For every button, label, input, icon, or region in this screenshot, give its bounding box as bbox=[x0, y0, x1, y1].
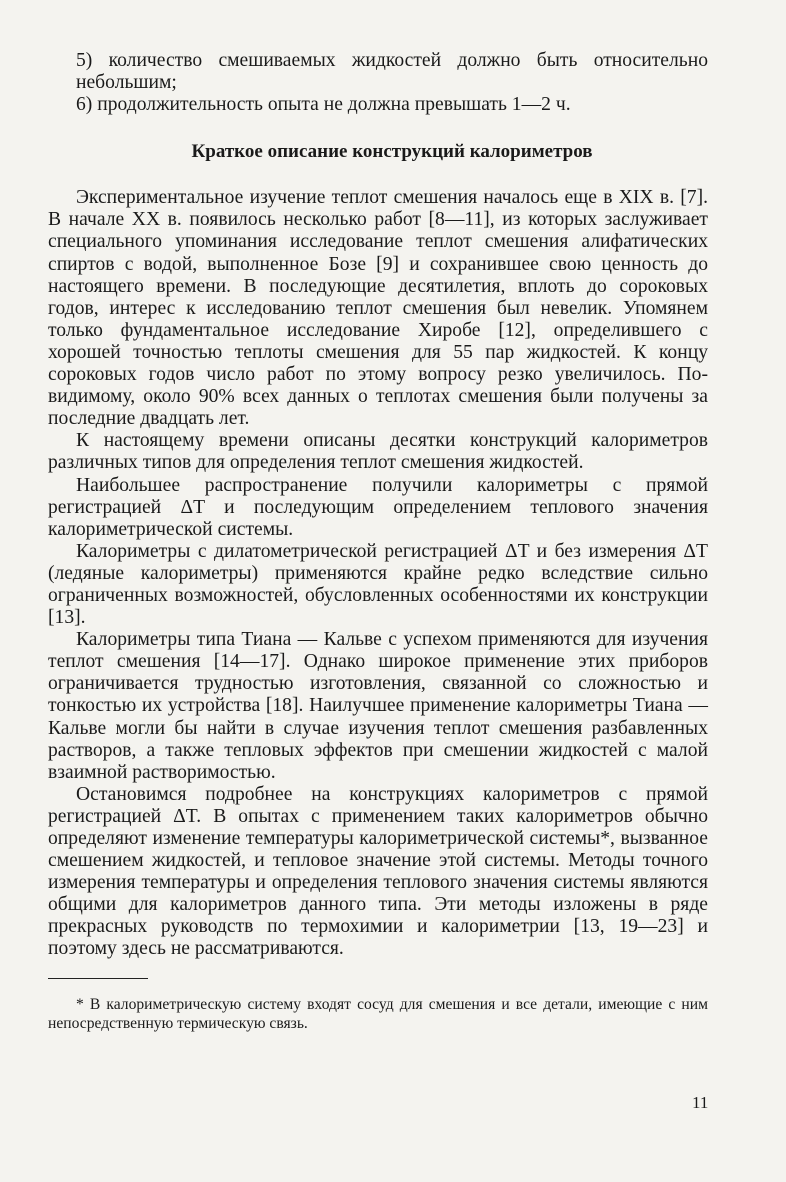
body-text bbox=[48, 187, 708, 960]
list-item-5: 5) количество смешиваемых жидкостей должно быть относительно небольшим; bbox=[76, 50, 708, 94]
paragraph: Наибольшее распространение получили калориметры с прямой регистрацией ΔT и последующим определением теплового значения калориметрической системы. bbox=[48, 474, 708, 540]
footnote-divider bbox=[48, 978, 148, 979]
page-content bbox=[48, 50, 708, 1033]
paragraph: К настоящему времени описаны десятки конструкций калориметров различных типов для определения теплот смешения жидкостей. bbox=[48, 430, 708, 474]
footnote: * В калориметрическую систему входят сосуд для смешения и все детали, имеющие с ним непосредственную термическую связь. bbox=[48, 995, 708, 1032]
paragraph: Калориметры с дилатометрической регистрацией ΔT и без измерения ΔT (ледяные калориметры) применяются крайне редко вследствие сильно ограниченных возможностей, обусловленных особенностями их конструкции [13]. bbox=[48, 540, 708, 629]
paragraph: Остановимся подробнее на конструкциях калориметров с прямой регистрацией ΔT. В опытах с применением таких калориметров обычно определяют изменение температуры калориметрической системы*, вызванное смешением жидкостей, и тепловое значение этой системы. Методы точного измерения температуры и определения теплового значения системы являются общими для калориметров данного типа. Эти методы изложены в ряде прекрасных руководств по термохимии и калориметрии [13, 19—23] и поэтому здесь не рассматриваются. bbox=[48, 783, 708, 960]
page-number: 11 bbox=[692, 1093, 709, 1112]
section-heading: Краткое описание конструкций калориметров bbox=[191, 141, 593, 163]
paragraph: Экспериментальное изучение теплот смешения началось еще в XIX в. [7]. В начале XX в. появилось несколько работ [8—11], из которых заслуживает специального упоминания исследование теплот смешения алифатических спиртов с водой, выполненное Бозе [9] и сохранившее свою ценность до настоящего времени. В последующие десятилетия, вплоть до сороковых годов, интерес к исследованию теплот смешения был невелик. Упомянем только фундаментальное исследование Хиробе [12], определившего с хорошей точностью теплоты смешения для 55 пар жидкостей. К концу сороковых годов число работ по этому вопросу резко увеличилось. По-видимому, около 90% всех данных о теплотах смешения были получены за последние двадцать лет. bbox=[48, 187, 708, 430]
paragraph: Калориметры типа Тиана — Кальве с успехом применяются для изучения теплот смешения [14—17]. Однако широкое применение этих приборов ограничивается трудностью изготовления, связанной со сложностью и тонкостью их устройства [18]. Наилучшее применение калориметры Тиана — Кальве могли бы найти в случае изучения теплот смешения разбавленных растворов, а также тепловых эффектов при смешении жидкостей с малой взаимной растворимостью. bbox=[48, 629, 708, 783]
list-item-6: 6) продолжительность опыта не должна превышать 1—2 ч. bbox=[76, 94, 571, 116]
